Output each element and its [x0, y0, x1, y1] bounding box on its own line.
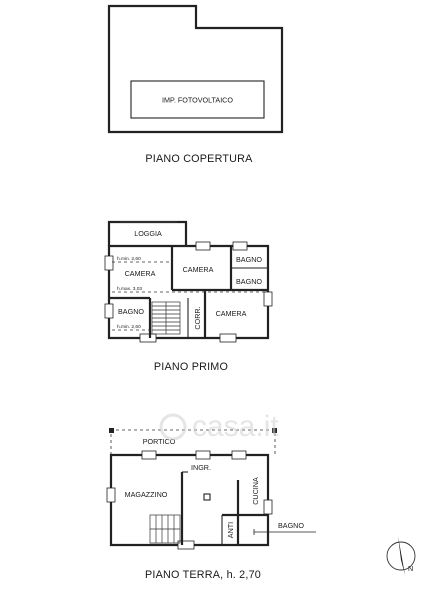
bagno-ground-label: BAGNO [278, 521, 304, 530]
first-floor-stair [152, 302, 180, 334]
cucina-label: CUCINA [251, 477, 260, 505]
north-compass [387, 536, 415, 575]
watermark-text: casa.it [192, 410, 279, 443]
portico-label: PORTICO [142, 437, 176, 446]
ground-window-marks [107, 451, 272, 549]
ingresso-label: INGR. [191, 463, 211, 472]
anti-label: ANTI [226, 521, 235, 539]
corridor-label: CORR. [193, 306, 202, 330]
roof-plan [109, 6, 282, 165]
watermark-logo-icon [161, 415, 185, 439]
magazzino-label: MAGAZZINO [124, 490, 168, 499]
compass-north-label: N [408, 564, 414, 573]
h-max-label: h.max. 3,03 [117, 287, 143, 292]
casa-it-watermark [161, 410, 279, 443]
first-floor-title: PIANO PRIMO [153, 361, 229, 373]
camera-left-label: CAMERA [124, 269, 156, 278]
solar-panel-label: IMP. FOTOVOLTAICO [162, 95, 233, 105]
camera-bottom-label: CAMERA [215, 309, 247, 318]
bagno-left-label: BAGNO [118, 307, 144, 316]
first-floor-plan [105, 222, 272, 373]
ground-floor-title: PIANO TERRA, h. 2,70 [144, 569, 262, 581]
roof-plan-title: PIANO COPERTURA [145, 153, 253, 165]
h-min-top-label: h.min. 2,60 [117, 257, 141, 262]
camera-center-label: CAMERA [182, 265, 214, 274]
bagno-top-label: BAGNO [236, 255, 262, 264]
roof-outline [109, 6, 282, 132]
ground-floor-stair [150, 515, 180, 543]
h-min-bottom-label: h.min. 2,60 [117, 325, 141, 330]
ground-floor-plan [107, 428, 316, 581]
entrance-fixture [204, 494, 210, 500]
bagno-right-label: BAGNO [236, 277, 262, 286]
loggia-label: LOGGIA [134, 229, 162, 238]
ground-floor-outline [111, 455, 268, 545]
